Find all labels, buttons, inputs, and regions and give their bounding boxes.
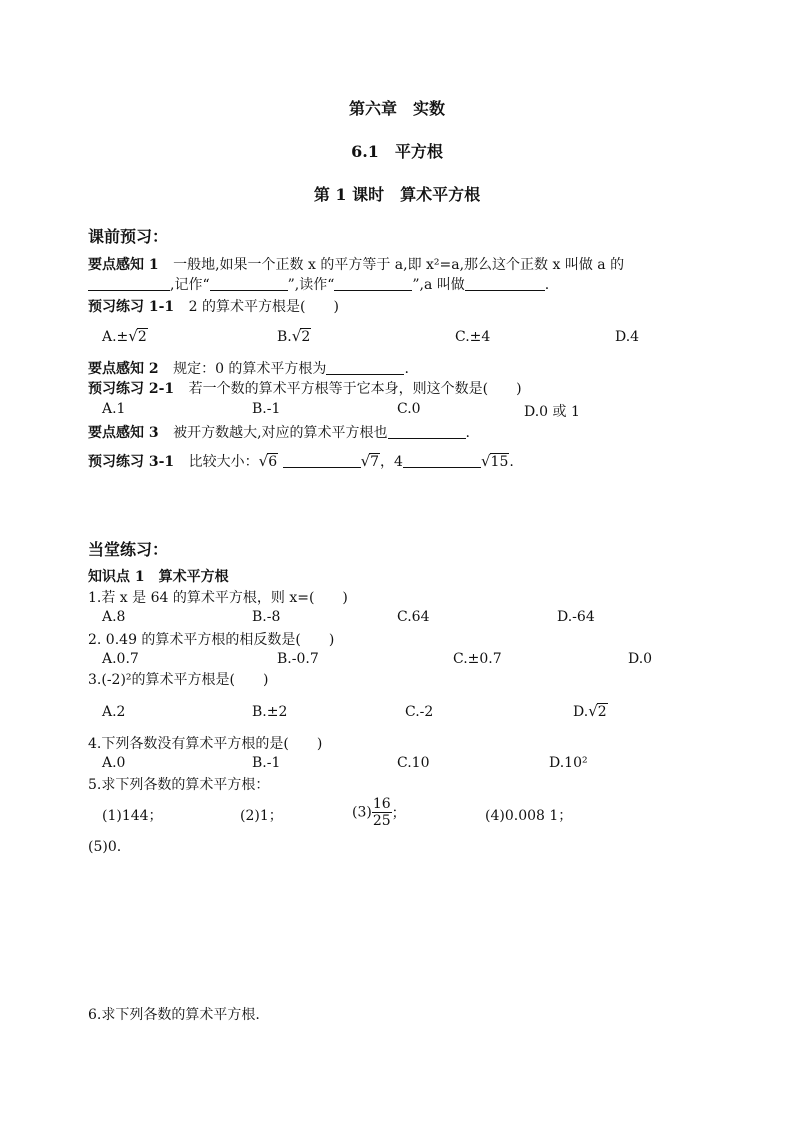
blank[interactable]	[283, 453, 361, 468]
exercise-2-1-label: 预习练习 2-1	[88, 381, 175, 397]
option-label: B.	[277, 329, 292, 345]
preview-heading: 课前预习：	[88, 227, 169, 246]
sqrt-symbol: √6	[258, 452, 278, 470]
blank[interactable]	[403, 453, 481, 468]
option-c[interactable]: C.±0.7	[453, 651, 502, 667]
option-b[interactable]: B.±2	[252, 704, 288, 720]
blank[interactable]	[334, 276, 412, 291]
option-a[interactable]: A.2	[102, 704, 126, 720]
option-label: D.	[573, 704, 589, 720]
exercise-3-1-text: 比较大小：	[188, 454, 259, 470]
sqrt-symbol: √7	[360, 452, 380, 470]
option-c[interactable]: C.10	[397, 755, 430, 771]
point-2: 要点感知 2 规定：0 的算术平方根为 .	[88, 361, 409, 377]
point-1-line-1	[88, 254, 624, 274]
q5-item-2: (2)1；	[240, 808, 283, 824]
knowledge-point-1: 知识点 1 算术平方根	[88, 569, 229, 585]
option-b[interactable]: B.-0.7	[277, 651, 319, 667]
q5-item-5: (5)0.	[88, 839, 122, 855]
exercise-1-1-text: 2 的算术平方根是( )	[188, 299, 339, 315]
option-a[interactable]: A.0.7	[102, 651, 139, 667]
point-2-label: 要点感知 2	[88, 361, 159, 377]
exercise-2-1	[88, 378, 522, 398]
option-c[interactable]: C.-2	[405, 704, 434, 720]
q5-item-3: (3) $\frac{16}{25}$ ；	[352, 796, 406, 829]
option-a[interactable]: A.1	[102, 401, 126, 417]
point-3: 要点感知 3 被开方数越大,对应的算术平方根也 .	[88, 425, 470, 441]
option-d[interactable]	[573, 702, 608, 720]
point-1-text-c: ”,读作“	[287, 277, 335, 293]
question-3: 3.(-2)²的算术平方根是( )	[88, 672, 269, 688]
sqrt-symbol: √2	[291, 327, 311, 345]
option-c[interactable]: C.0	[397, 401, 421, 417]
sqrt-symbol: √15	[480, 452, 509, 470]
question-1: 1.若 x 是 64 的算术平方根，则 x=( )	[88, 590, 348, 606]
point-1-text-a: 一般地,如果一个正数 x 的平方等于 a,即 x²=a,那么这个正数 x 叫做 a 的	[173, 257, 625, 273]
blank[interactable]	[326, 360, 404, 375]
fraction: $\frac{16}{25}$	[372, 796, 391, 829]
q5-item-4: (4)0.008 1；	[485, 808, 573, 824]
point-1-text-e: .	[544, 277, 550, 293]
exercise-3-1: 预习练习 3-1 比较大小：√6 √7，4 √15.	[88, 452, 514, 470]
question-2: 2. 0.49 的算术平方根的相反数是( )	[88, 632, 335, 648]
option-c[interactable]: C.±4	[455, 329, 491, 345]
blank[interactable]	[88, 276, 170, 291]
lesson-title: 第 1 课时 算术平方根	[313, 185, 481, 204]
option-label: A.±	[102, 329, 129, 345]
exercise-1-1	[88, 296, 339, 316]
point-1-text-d: ”,a 叫做	[412, 277, 465, 293]
section-title: 6.1 平方根	[351, 142, 443, 161]
exercise-2-1-text: 若一个数的算术平方根等于它本身，则这个数是( )	[188, 381, 522, 397]
option-d[interactable]: D.4	[615, 329, 640, 345]
practice-heading: 当堂练习：	[88, 540, 169, 559]
q5-item-1: (1)144；	[102, 808, 163, 824]
option-d[interactable]: D.10²	[549, 755, 588, 771]
question-4: 4.下列各数没有算术平方根的是( )	[88, 736, 323, 752]
option-a[interactable]: A.0	[102, 755, 126, 771]
exercise-3-1-label: 预习练习 3-1	[88, 454, 175, 470]
point-1-label: 要点感知 1	[88, 257, 159, 273]
option-b[interactable]: B.-1	[252, 401, 281, 417]
option-b[interactable]	[277, 327, 311, 345]
chapter-title: 第六章 实数	[348, 99, 445, 118]
option-a[interactable]: A.8	[102, 609, 126, 625]
point-1-text-b: ,记作“	[170, 277, 210, 293]
option-c[interactable]: C.64	[397, 609, 430, 625]
sqrt-symbol: √2	[588, 702, 607, 720]
option-b[interactable]: B.-1	[252, 755, 281, 771]
option-d[interactable]: D.0	[628, 651, 653, 667]
point-3-text: 被开方数越大,对应的算术平方根也	[173, 425, 388, 441]
question-5: 5.求下列各数的算术平方根：	[88, 777, 270, 793]
blank[interactable]	[465, 276, 545, 291]
option-b[interactable]: B.-8	[252, 609, 281, 625]
option-d[interactable]: D.-64	[557, 609, 595, 625]
blank[interactable]	[210, 276, 288, 291]
point-3-label: 要点感知 3	[88, 425, 159, 441]
exercise-1-1-label: 预习练习 1-1	[88, 299, 175, 315]
sqrt-symbol: √2	[128, 327, 147, 345]
point-2-text: 规定：0 的算术平方根为	[173, 361, 327, 377]
option-d[interactable]: D.0 或 1	[524, 404, 580, 420]
question-6: 6.求下列各数的算术平方根.	[88, 1007, 260, 1023]
option-a[interactable]	[102, 327, 148, 345]
blank[interactable]	[388, 424, 466, 439]
point-1-line-2	[88, 274, 549, 294]
